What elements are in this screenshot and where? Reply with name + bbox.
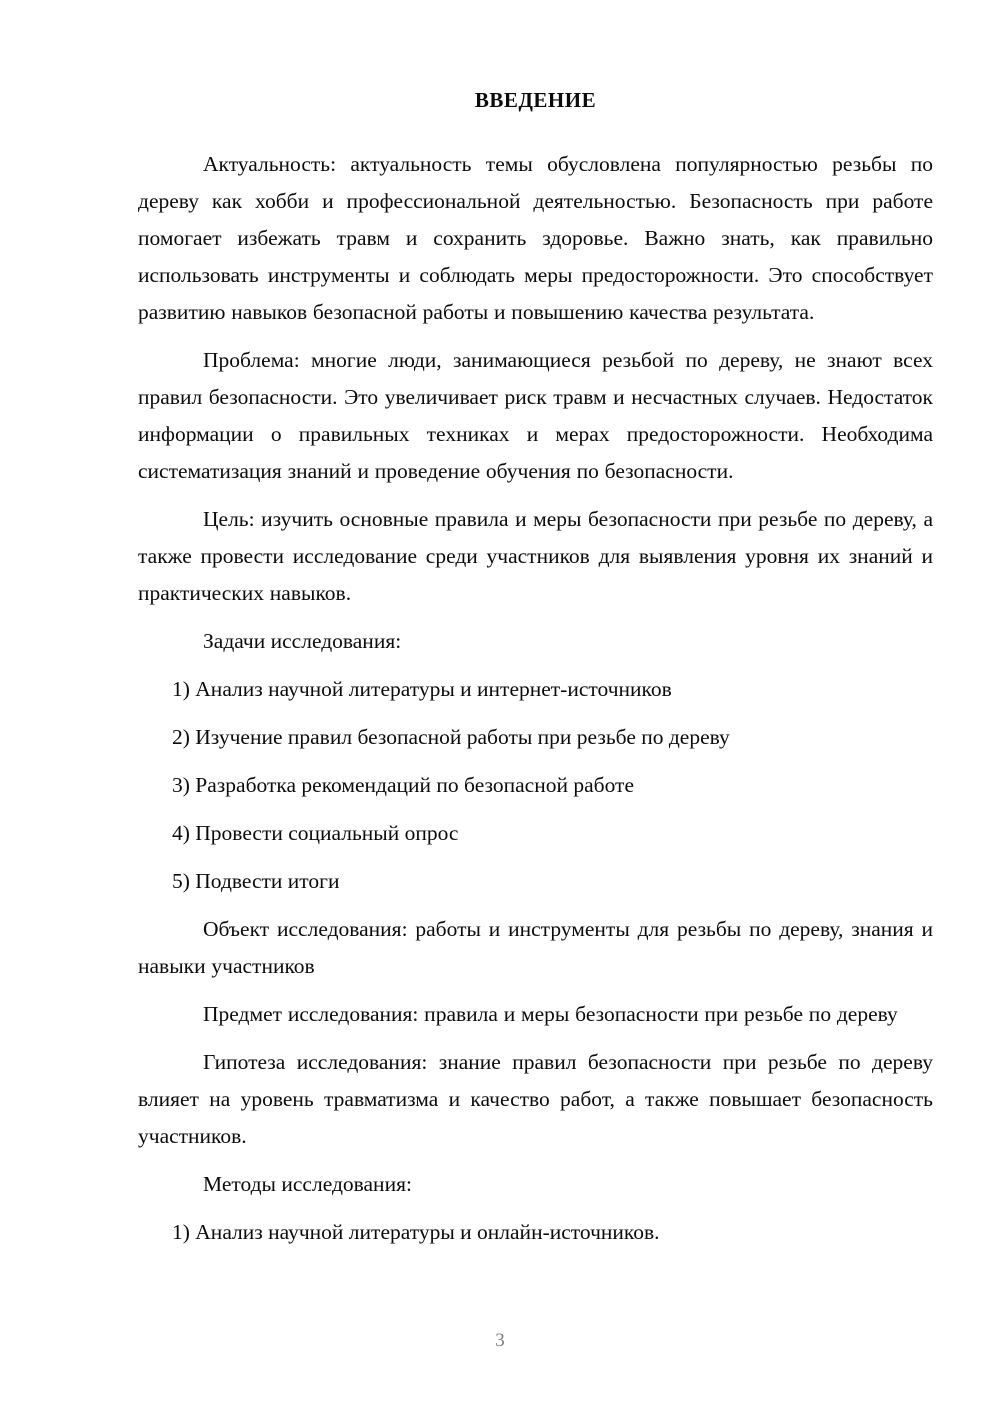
paragraph-goal: Цель: изучить основные правила и меры безопасности при резьбе по дереву, а также провести исследование среди участников для выявления уровня их знаний и практических навыков. <box>138 507 933 606</box>
methods-list <box>138 1214 933 1251</box>
page-number: 3 <box>495 1330 505 1351</box>
paragraph-problem: Проблема: многие люди, занимающиеся резьбой по дереву, не знают всех правил безопасности. Это увеличивает риск травм и несчастных случаев. Недостаток информации о правильных техниках и мерах предосторожности. Необходима систематизация знаний и проведение обучения по безопасности. <box>138 348 933 484</box>
paragraph-subject: Предмет исследования: правила и меры безопасности при резьбе по дереву <box>203 1002 898 1027</box>
heading-tasks: Задачи исследования: <box>203 629 402 654</box>
list-item: 4) Провести социальный опрос <box>172 821 459 846</box>
paragraph-object: Объект исследования: работы и инструменты для резьбы по дереву, знания и навыки участников <box>138 917 933 979</box>
page-content <box>138 88 933 1262</box>
tasks-list <box>138 671 933 900</box>
list-item: 2) Изучение правил безопасной работы при резьбе по дереву <box>172 725 730 750</box>
list-item: 1) Анализ научной литературы и онлайн-источников. <box>172 1220 660 1245</box>
list-item: 5) Подвести итоги <box>172 869 340 894</box>
paragraph-hypothesis: Гипотеза исследования: знание правил безопасности при резьбе по дереву влияет на уровень травматизма и качество работ, а также повышает безопасность участников. <box>138 1050 933 1149</box>
page-title: ВВЕДЕНИЕ <box>474 88 597 112</box>
paragraph-relevance: Актуальность: актуальность темы обусловлена популярностью резьбы по дереву как хобби и профессиональной деятельностью. Безопасность при работе помогает избежать травм и сохранить здоровье. Важно знать, как правильно использовать инструменты и соблюдать меры предосторожности. Это способствует развитию навыков безопасной работы и повышению качества результата. <box>138 152 933 325</box>
heading-methods: Методы исследования: <box>203 1172 412 1197</box>
list-item: 3) Разработка рекомендаций по безопасной работе <box>172 773 634 798</box>
list-item: 1) Анализ научной литературы и интернет-источников <box>172 677 672 702</box>
